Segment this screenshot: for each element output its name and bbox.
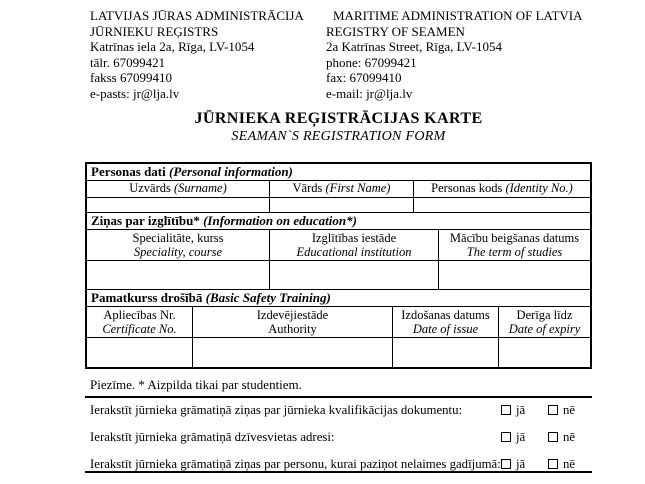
yes-option (501, 403, 525, 418)
yes-checkbox[interactable] (501, 405, 511, 415)
question-text: Ierakstīt jūrnieka grāmatiņā ziņas par personu, kurai paziņot nelaimes gadījumā: (90, 457, 501, 471)
label-en: The term of studies (466, 245, 563, 259)
column-header-institution (270, 230, 439, 260)
no-option (548, 430, 575, 445)
questions-section (85, 396, 592, 473)
column-header-authority (193, 307, 393, 337)
footnote: Piezīme. * Aizpilda tikai par studentiem. (90, 377, 302, 392)
label-en: (Identity No.) (505, 181, 573, 195)
email-en: e-mail: jr@lja.lv (326, 85, 413, 101)
address-lv: Katrīnas iela 2a, Rīga, LV-1054 (90, 39, 255, 55)
fax-lv: fakss 67099410 (90, 70, 172, 86)
fax-en: fax: 67099410 (326, 70, 402, 86)
yes-checkbox[interactable] (501, 459, 511, 469)
label-lv: Izdevējiestāde (256, 308, 329, 322)
input-cell-date-of-issue[interactable] (393, 338, 499, 367)
label-en: Authority (268, 322, 317, 336)
input-cell-certificate-no[interactable] (87, 338, 193, 367)
org-name-en: MARITIME ADMINISTRATION OF LATVIA (333, 8, 583, 23)
question-row-residence-address (85, 430, 592, 446)
label-en: (First Name) (325, 181, 391, 195)
question-text: Ierakstīt jūrnieka grāmatiņā dzīvesvietas adresi: (90, 430, 335, 444)
column-header-date-of-expiry (499, 307, 590, 337)
question-row-emergency-contact (85, 457, 592, 473)
input-cell-authority[interactable] (193, 338, 393, 367)
input-cell-term-of-studies[interactable] (439, 261, 590, 289)
label-en: Educational institution (296, 245, 412, 259)
column-header-term-of-studies (439, 230, 590, 260)
address-en: 2a Katrīnas Street, Rīga, LV-1054 (326, 39, 502, 55)
phone-en: phone: 67099421 (326, 54, 417, 70)
no-label: nē (563, 457, 576, 471)
letterhead-latvian (90, 8, 304, 102)
column-header-certificate-no (87, 307, 193, 337)
section-header-basic-safety (87, 290, 590, 307)
label-lv: Derīga līdz (516, 308, 573, 322)
input-cell-first-name[interactable] (270, 198, 414, 212)
column-header-first-name (270, 181, 414, 197)
column-header-surname (87, 181, 270, 197)
email-lv: e-pasts: jr@lja.lv (90, 85, 180, 101)
dept-name-en: REGISTRY OF SEAMEN (326, 23, 465, 39)
no-label: nē (563, 430, 576, 444)
yes-option (501, 430, 525, 445)
section-title-en: (Information on education*) (203, 213, 357, 228)
education-input-row (87, 261, 590, 290)
no-option (548, 403, 575, 418)
document-title-block (85, 110, 592, 145)
yes-label: jā (516, 430, 526, 444)
column-header-identity-no (414, 181, 590, 197)
yes-option (501, 457, 525, 472)
column-header-speciality (87, 230, 270, 260)
label-en: Date of expiry (508, 322, 581, 336)
label-lv: Personas kods (431, 181, 503, 195)
basic-safety-input-row (87, 338, 590, 367)
section-title-lv: Pamatkurss drošībā (91, 290, 203, 305)
yes-checkbox[interactable] (501, 432, 511, 442)
label-lv: Izglītības iestāde (311, 231, 397, 245)
label-en: Speciality, course (133, 245, 223, 259)
label-lv: Izdošanas datums (401, 308, 490, 322)
label-lv: Apliecības Nr. (103, 308, 176, 322)
no-option (548, 457, 575, 472)
input-cell-surname[interactable] (87, 198, 270, 212)
label-en: Date of issue (412, 322, 479, 336)
section-title-en: (Personal information) (169, 164, 293, 179)
section-title-lv: Personas dati (91, 164, 166, 179)
section-title-lv: Ziņas par izglītību* (91, 213, 200, 228)
form-subtitle: SEAMAN`S REGISTRATION FORM (231, 129, 446, 144)
input-cell-identity-no[interactable] (414, 198, 590, 212)
no-label: nē (563, 403, 576, 417)
column-header-date-of-issue (393, 307, 499, 337)
personal-info-header-row (87, 181, 590, 198)
personal-info-input-row (87, 198, 590, 213)
label-en: (Surname) (174, 181, 227, 195)
yes-label: jā (516, 403, 526, 417)
basic-safety-header-row (87, 307, 590, 338)
no-checkbox[interactable] (548, 432, 558, 442)
label-en: Certificate No. (102, 322, 177, 336)
label-lv: Mācību beigšanas datums (449, 231, 580, 245)
question-text: Ierakstīt jūrnieka grāmatiņā ziņas par jūrnieka kvalifikācijas dokumentu: (90, 403, 463, 417)
input-cell-speciality[interactable] (87, 261, 270, 289)
form-title: JŪRNIEKA REĢISTRĀCIJAS KARTE (194, 110, 483, 127)
phone-lv: tālr. 67099421 (90, 54, 166, 70)
section-title-en: (Basic Safety Training) (205, 290, 331, 305)
section-header-personal-info (87, 164, 590, 181)
dept-name-lv: JŪRNIEKU REĢISTRS (90, 23, 219, 39)
letterhead-english (326, 8, 583, 102)
input-cell-institution[interactable] (270, 261, 439, 289)
registration-form-table (85, 162, 592, 369)
education-header-row (87, 230, 590, 261)
input-cell-date-of-expiry[interactable] (499, 338, 590, 367)
label-lv: Uzvārds (129, 181, 171, 195)
yes-label: jā (516, 457, 526, 471)
org-name-lv: LATVIJAS JŪRAS ADMINISTRĀCIJA (90, 8, 304, 23)
label-lv: Vārds (292, 181, 323, 195)
no-checkbox[interactable] (548, 405, 558, 415)
question-row-qualification-document (85, 403, 592, 419)
label-lv: Specialitāte, kurss (132, 231, 224, 245)
section-header-education (87, 213, 590, 230)
no-checkbox[interactable] (548, 459, 558, 469)
